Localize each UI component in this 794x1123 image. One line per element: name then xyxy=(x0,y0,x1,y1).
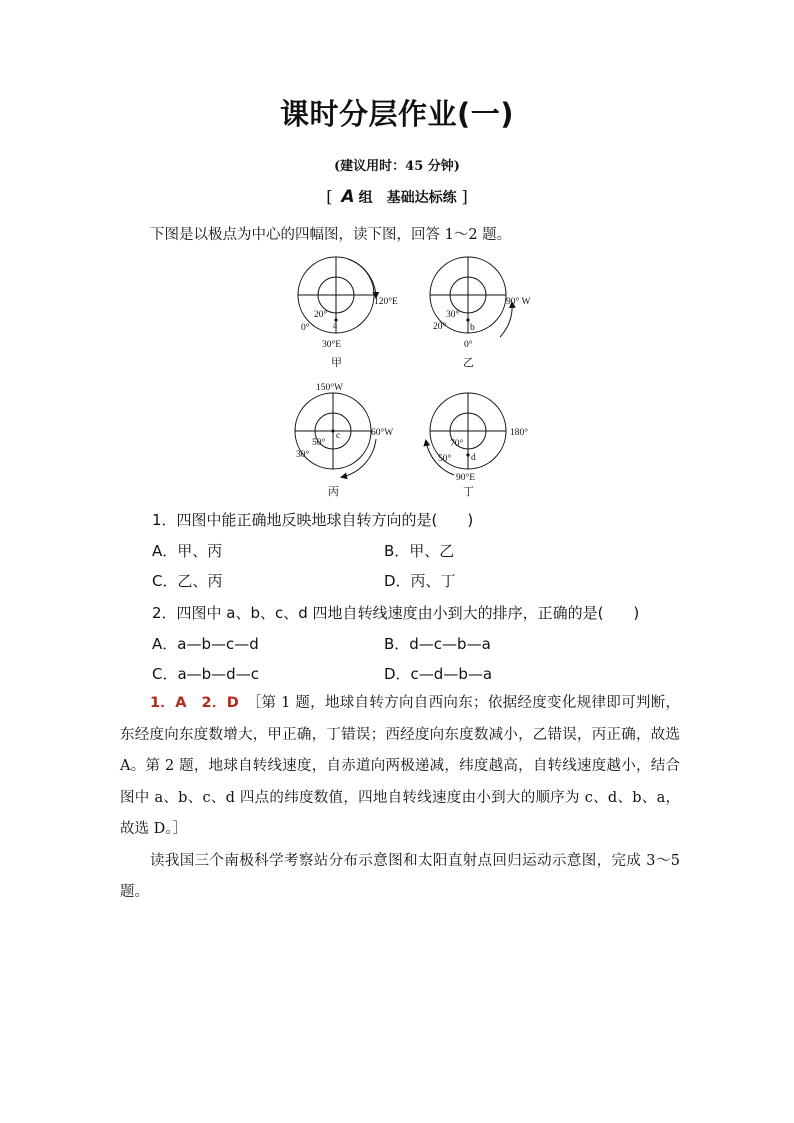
ding-caption: 丁 xyxy=(463,486,474,498)
diagram-bing xyxy=(295,382,393,498)
jia-point: a xyxy=(333,321,338,331)
jia-lat-inner: 20° xyxy=(314,310,328,320)
question-2-option-d: D．c—d—b—a xyxy=(384,665,493,683)
yi-lon-right: 90° W xyxy=(506,297,531,307)
question-1-stem: 1．四图中能正确地反映地球自转方向的是( ) xyxy=(152,511,474,529)
bing-lon-top: 150°W xyxy=(316,383,344,393)
question-1-option-d: D．丙、丁 xyxy=(384,572,456,590)
diagram-yi xyxy=(430,257,531,369)
diagram-ding xyxy=(426,393,528,498)
bracket-close: ] xyxy=(461,187,468,206)
group-letter: A xyxy=(341,187,355,207)
bing-lat-inner: 50° xyxy=(312,438,326,448)
jia-caption: 甲 xyxy=(331,357,342,369)
bing-lat-outer: 30° xyxy=(296,450,310,460)
group-heading xyxy=(0,187,794,207)
yi-lat-outer: 20° xyxy=(433,322,447,332)
ding-lon-right: 180° xyxy=(510,428,529,438)
question-2-stem: 2．四图中 a、b、c、d 四地自转线速度由小到大的排序，正确的是( ) xyxy=(152,604,640,622)
yi-caption: 乙 xyxy=(463,357,474,369)
suggested-time: (建议用时：45 分钟) xyxy=(334,159,460,174)
answer-key: 1．A 2．D xyxy=(150,695,239,711)
bing-point: c xyxy=(336,431,341,441)
bing-lon-right: 60°W xyxy=(371,428,394,438)
jia-lon-bottom: 30°E xyxy=(322,340,342,350)
question-intro: 下图是以极点为中心的四幅图，读下图，回答 1～2 题。 xyxy=(150,227,512,243)
answer-explanation xyxy=(120,688,680,846)
question-1-option-a: A．甲、丙 xyxy=(152,542,223,560)
next-question-intro: 读我国三个南极科学考察站分布示意图和太阳直射点回归运动示意图，完成 3～5 题。 xyxy=(120,853,680,900)
ding-lat-inner: 70° xyxy=(450,439,464,449)
polar-diagrams xyxy=(280,255,560,509)
yi-point: b xyxy=(470,323,475,333)
yi-lat-inner: 30° xyxy=(446,310,460,320)
page-title: 课时分层作业(一) xyxy=(279,97,514,131)
question-2-option-c: C．a—b—d—c xyxy=(152,665,259,683)
jia-lat-outer: 0° xyxy=(301,323,310,333)
polar-diagrams-svg xyxy=(280,255,560,505)
yi-lon-bottom: 0° xyxy=(464,340,473,350)
diagram-jia xyxy=(298,257,398,369)
question-1-option-c: C．乙、丙 xyxy=(152,572,223,590)
ding-lat-outer: 50° xyxy=(438,454,452,464)
bing-caption: 丙 xyxy=(328,486,339,498)
jia-lon-right: 120°E xyxy=(374,297,398,307)
ding-point: d xyxy=(471,453,476,463)
question-2-option-b: B．d—c—b—a xyxy=(384,635,491,653)
question-2-option-a: A．a—b—c—d xyxy=(152,635,259,653)
question-1-option-b: B．甲、乙 xyxy=(384,542,455,560)
answer-text: ［第 1 题，地球自转方向自西向东；依据经度变化规律即可判断，东经度向东度数增大，甲正确，丁错误；西经度向东度数减小，乙错误，丙正确，故选 A。第 2 题，地球自转线速度，自赤道向两极递减，纬度越高，自转线速度越小，结合图中 a、b、c、d 四点的纬度数值，四地自转线速度由小到大的顺序为 c、d、b、a，故选 D。］ xyxy=(120,695,681,837)
bracket-open: [ xyxy=(326,187,333,206)
group-label: 组 基础达标练 xyxy=(358,190,457,206)
ding-lon-bottom: 90°E xyxy=(456,473,476,483)
